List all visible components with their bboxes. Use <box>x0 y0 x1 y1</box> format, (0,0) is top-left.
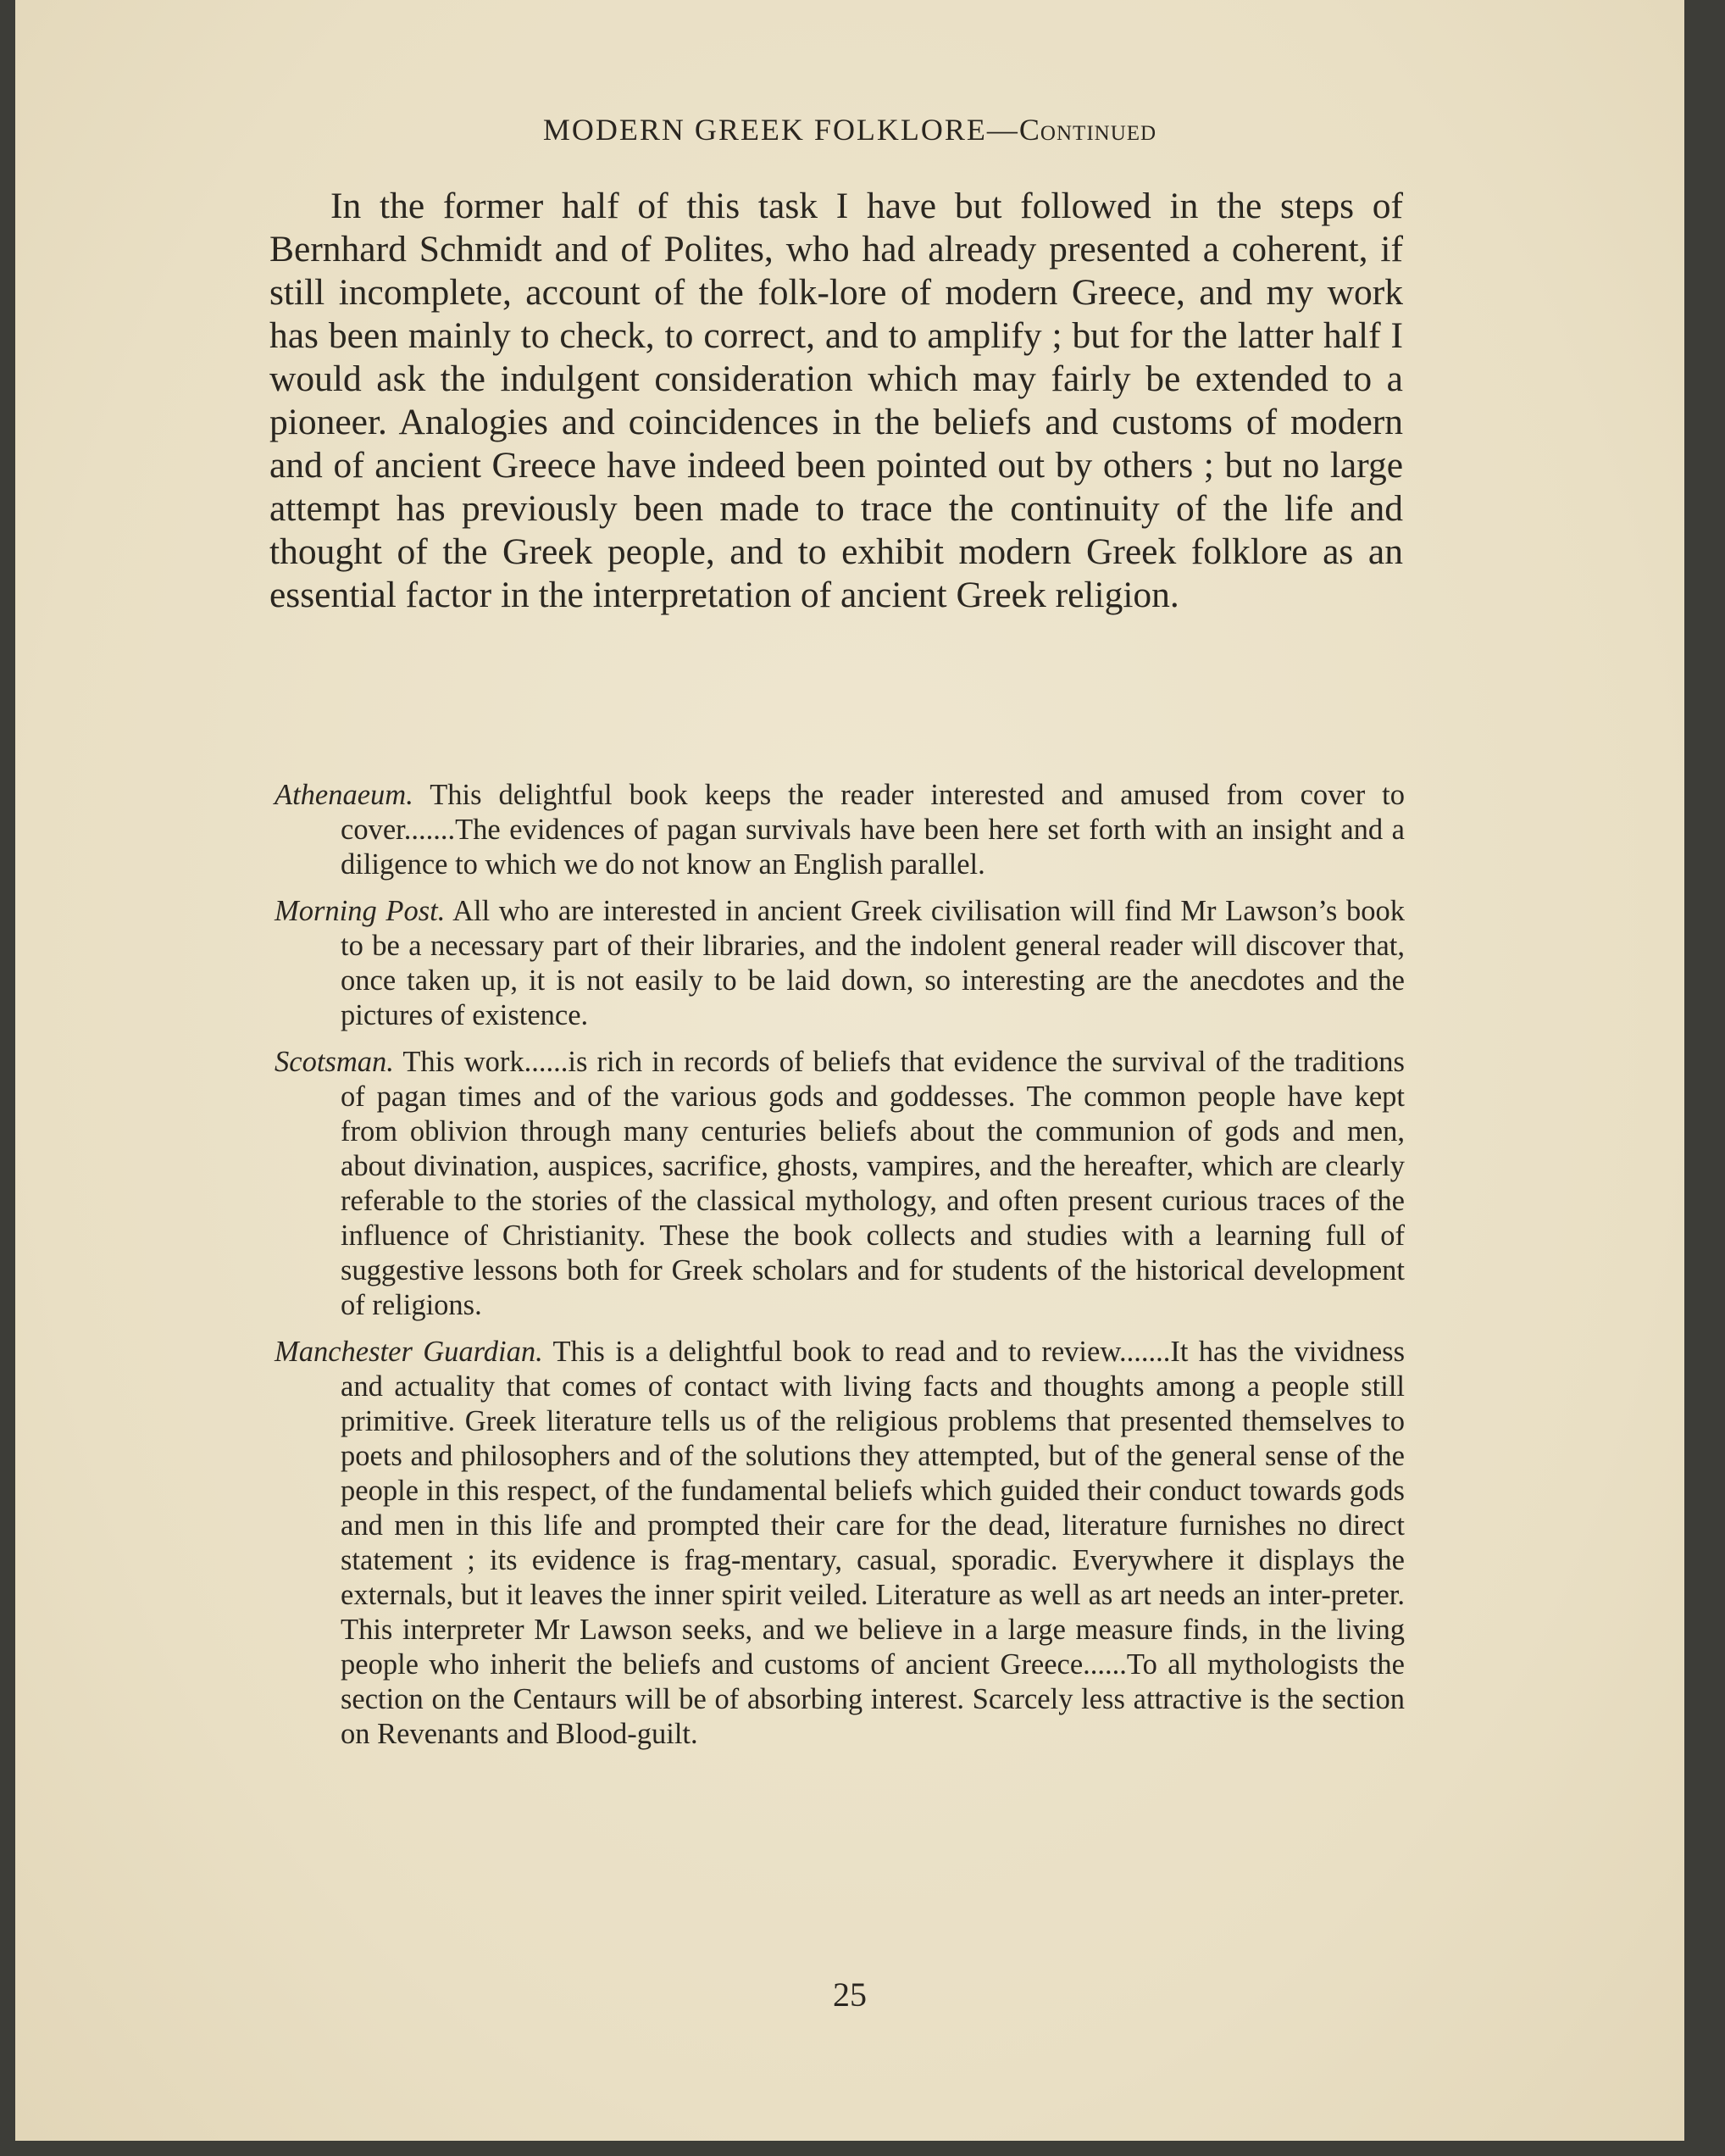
review-source: Morning Post. <box>275 895 446 927</box>
intro-paragraph: In the former half of this task I have but followed in the steps of Bernhard Schmidt and of Polites, who had already presented a coherent, if still incomplete, account of the folk-lore of modern Greece, and my work has been mainly to check, to correct, and to amplify ; but for the latter half I would ask the indulgent consideration which may fairly be extended to a pioneer. Analogies and coincidences in the beliefs and customs of modern and of ancient Greece have indeed been pointed out by others ; but no large attempt has previously been made to trace the continuity of the life and thought of the Greek people, and to exhibit modern Greek folklore as an essential factor in the interpretation of ancient Greek religion. <box>269 186 1403 615</box>
header-continued: Continued <box>1018 113 1157 147</box>
running-header <box>15 112 1684 147</box>
review-morning-post <box>275 894 1405 1033</box>
review-source: Manchester Guardian. <box>275 1336 543 1368</box>
review-source: Athenaeum. <box>275 779 413 811</box>
review-scotsman <box>275 1045 1405 1323</box>
review-text: All who are interested in ancient Greek civilisation will find Mr Lawson’s book to be a necessary part of their libraries, and the indolent general reader will discover that, once taken up, it is not easily to be laid down, so interesting are the anecdotes and the pictures of existence. <box>341 895 1405 1031</box>
review-text: This work......is rich in records of beliefs that evidence the survival of the traditions of pagan times and of the various gods and goddesses. The common people have kept from oblivion through many centuries beliefs about the communion of gods and men, about divination, auspices, sacrifice, ghosts, vampires, and the hereafter, which are clearly referable to the stories of the classical mythology, and often present curious traces of the influence of Christianity. These the book collects and studies with a learning full of suggestive lessons both for Greek scholars and for students of the historical development of religions. <box>341 1046 1405 1321</box>
review-source: Scotsman. <box>275 1046 394 1078</box>
page-number: 25 <box>833 1975 867 2014</box>
press-reviews <box>275 778 1405 1764</box>
review-text: This delightful book keeps the reader interested and amused from cover to cover.......The evidences of pagan survivals have been here set forth with an insight and a diligence to which we do not know an English parallel. <box>341 779 1405 881</box>
review-manchester-guardian <box>275 1335 1405 1752</box>
page-sheet <box>15 0 1684 2141</box>
header-title: MODERN GREEK FOLKLORE— <box>542 113 1019 147</box>
review-text: This is a delightful book to read and to review.......It has the vividness and actuality that comes of contact with living facts and thoughts among a people still primitive. Greek literature tells us of the religious problems that presented themselves to poets and philosophers and of the solutions they attempted, but of the general sense of the people in this respect, of the fundamental beliefs which guided their conduct towards gods and men in this life and prompted their care for the dead, literature furnishes no direct statement ; its evidence is frag-mentary, casual, sporadic. Everywhere it displays the externals, but it leaves the inner spirit veiled. Literature as well as art needs an inter-preter. This interpreter Mr Lawson seeks, and we believe in a large measure finds, in the living people who inherit the beliefs and customs of ancient Greece......To all mythologists the section on the Centaurs will be of absorbing interest. Scarcely less attractive is the section on Revenants and Blood-guilt. <box>341 1336 1405 1750</box>
review-athenaeum <box>275 778 1405 882</box>
